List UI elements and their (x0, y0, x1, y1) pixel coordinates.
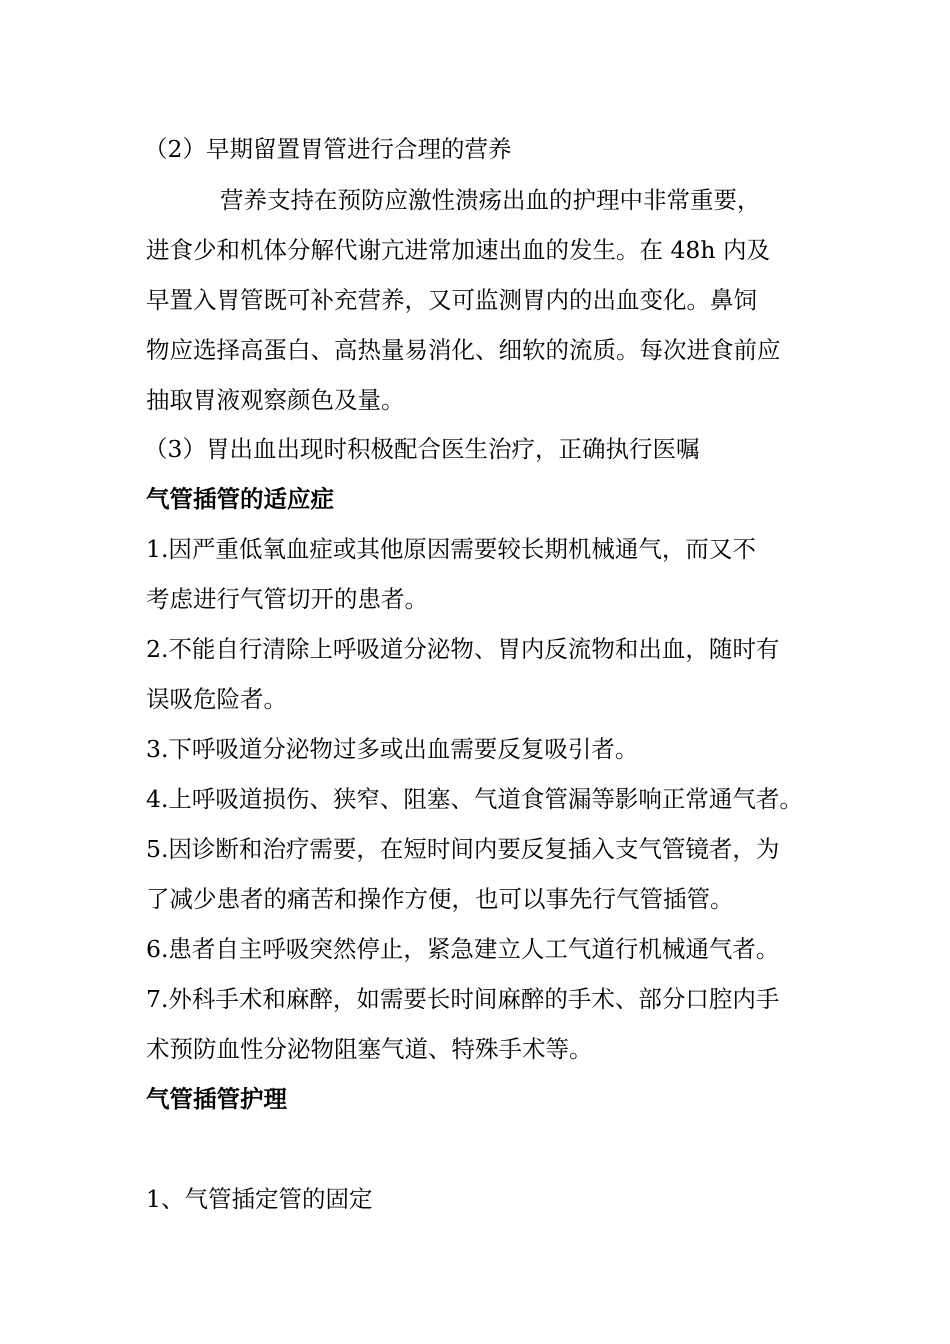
paragraph-line: 营养支持在预防应激性溃疡出血的护理中非常重要， (220, 186, 761, 214)
subheading-tube-fixation: 1、气管插定管的固定 (146, 1185, 373, 1213)
paragraph-line: 进食少和机体分解代谢亢进常加速出血的发生。在 48h 内及 (146, 236, 770, 264)
paragraph-line: 物应选择高蛋白、高热量易消化、细软的流质。每次进食前应 (146, 336, 781, 364)
list-item: 1.因严重低氧血症或其他原因需要较长期机械通气，而又不 (146, 535, 756, 563)
subheading-gastric-tube: （2）早期留置胃管进行合理的营养 (144, 135, 512, 163)
paragraph-line: 早置入胃管既可补充营养，又可监测胃内的出血变化。鼻饲 (146, 286, 757, 314)
list-item: 4.上呼吸道损伤、狭窄、阻塞、气道食管漏等影响正常通气者。 (146, 785, 803, 813)
list-item-continuation: 考虑进行气管切开的患者。 (146, 585, 428, 613)
section-heading-intubation-care: 气管插管护理 (146, 1085, 287, 1113)
list-item: 5.因诊断和治疗需要，在短时间内要反复插入支气管镜者，为 (146, 835, 780, 863)
list-item: 7.外科手术和麻醉，如需要长时间麻醉的手术、部分口腔内手 (146, 985, 780, 1013)
list-item: 2.不能自行清除上呼吸道分泌物、胃内反流物和出血，随时有 (146, 635, 780, 663)
list-item: 6.患者自主呼吸突然停止，紧急建立人工气道行机械通气者。 (146, 935, 780, 963)
paragraph-line: 抽取胃液观察颜色及量。 (146, 386, 405, 414)
list-item-continuation: 误吸危险者。 (146, 685, 287, 713)
section-heading-intubation-indications: 气管插管的适应症 (146, 485, 334, 513)
list-item-continuation: 了减少患者的痛苦和操作方便，也可以事先行气管插管。 (146, 885, 734, 913)
list-item-continuation: 术预防血性分泌物阻塞气道、特殊手术等。 (146, 1035, 593, 1063)
subheading-bleeding-treatment: （3）胃出血出现时积极配合医生治疗，正确执行医嘱 (144, 435, 700, 463)
list-item: 3.下呼吸道分泌物过多或出血需要反复吸引者。 (146, 735, 639, 763)
